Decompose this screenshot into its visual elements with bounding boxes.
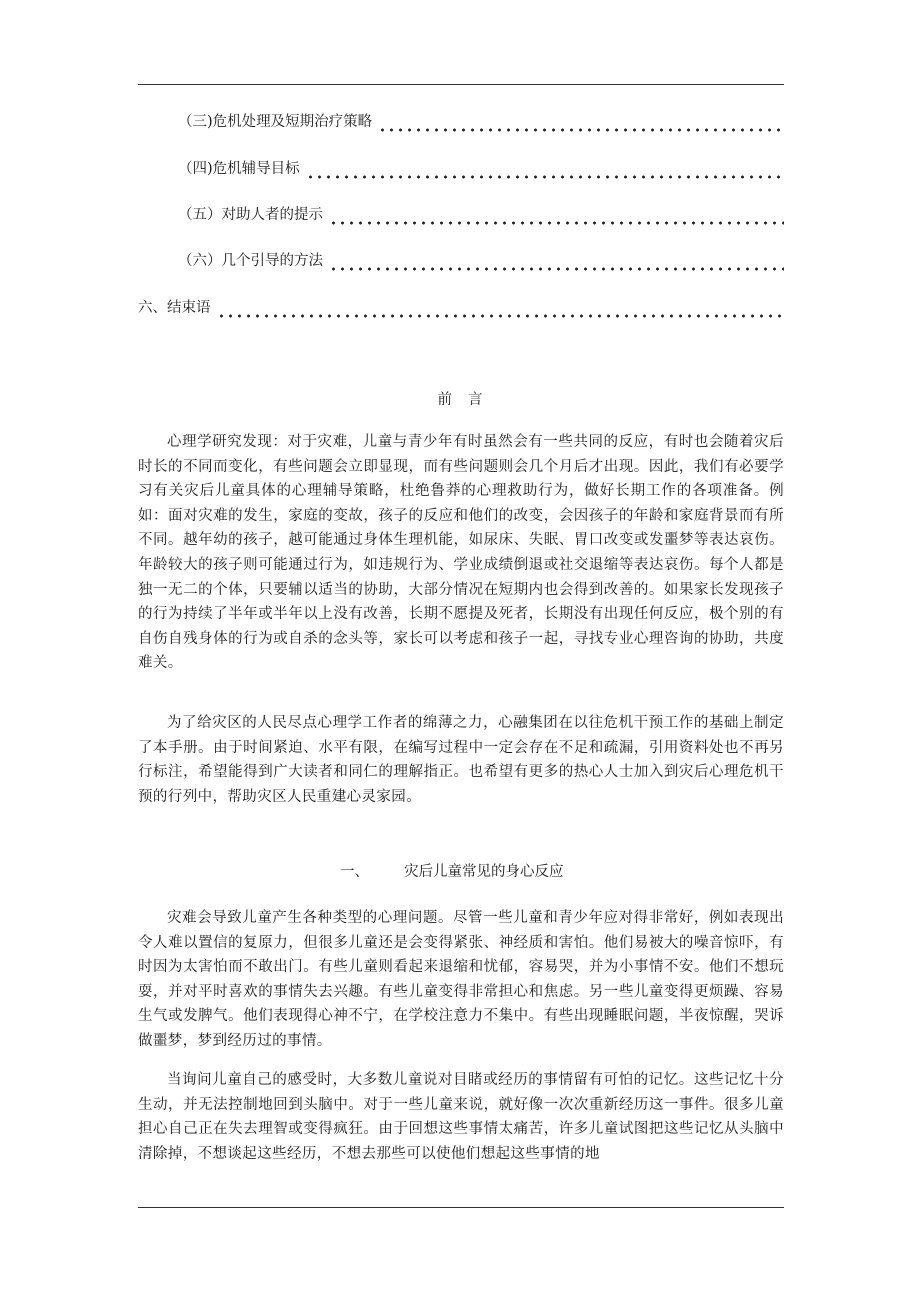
toc-leader-dots <box>378 110 784 134</box>
toc-label: （四)危机辅导目标 <box>178 161 300 177</box>
toc-label: （三)危机处理及短期治疗策略 <box>178 114 373 130</box>
preface-paragraph: 为了给灾区的人民尽点心理学工作者的绵薄之力，心融集团在以往危机干预工作的基础上制定了本手册。由于时间紧迫、水平有限，在编写过程中一定会存在不足和疏漏，引用资料处也不再另行标注，希望能得到广大读者和同仁的理解指正。也希望有更多的热心人士加入到灾后心理危机干预的行列中，帮助灾区人民重建心灵家园。 <box>138 715 784 805</box>
toc-leader-dots <box>306 157 784 181</box>
toc-leader-dots <box>217 296 785 320</box>
bottom-rule <box>138 1207 784 1208</box>
toc-item <box>178 110 784 134</box>
toc-leader-dots <box>329 249 784 273</box>
toc-label: （五）对助人者的提示 <box>178 207 323 223</box>
section-paragraph: 当询问儿童自己的感受时，大多数儿童说对目睹或经历的事情留有可怕的记忆。这些记忆十分生动，并无法控制地回到头脑中。对于一些儿童来说，就好像一次次重新经历这一事件。很多儿童担心自己正在失去理智或变得疯狂。由于回想这些事情太痛苦，许多儿童试图把这些记忆从头脑中清除掉，不想谈起这些经历，不想去那些可以使他们想起这些事情的地 <box>138 1072 784 1162</box>
preface-heading-char: 前 <box>437 392 452 408</box>
toc-item <box>178 249 784 273</box>
preface-heading <box>0 388 920 409</box>
toc-label: （六）几个引导的方法 <box>178 253 323 269</box>
toc-item <box>178 203 784 227</box>
toc-item <box>138 296 784 320</box>
preface-heading-char: 言 <box>468 392 483 408</box>
top-rule <box>138 84 784 85</box>
toc-label: 六、结束语 <box>138 300 211 316</box>
section-number: 一、 <box>340 864 369 880</box>
section-paragraph: 灾难会导致儿童产生各种类型的心理问题。尽管一些儿童和青少年应对得非常好，例如表现出令人难以置信的复原力，但很多儿童还是会变得紧张、神经质和害怕。他们易被大的噪音惊吓，有时因为太害怕而不敢出门。有些儿童则看起来退缩和忧郁，容易哭，并为小事情不安。他们不想玩耍，并对平时喜欢的事情失去兴趣。有些儿童变得非常担心和焦虑。另一些儿童变得更烦躁、容易生气或发脾气。他们表现得心神不宁，在学校注意力不集中。有些出现睡眠问题，半夜惊醒，哭诉做噩梦，梦到经历过的事情。 <box>138 910 784 1049</box>
toc-item <box>178 157 784 181</box>
preface-paragraph: 心理学研究发现：对于灾难，儿童与青少年有时虽然会有一些共同的反应，有时也会随着灾后时长的不同而变化，有些问题会立即显现，而有些问题则会几个月后才出现。因此，我们有必要学习有关灾后儿童具体的心理辅导策略，杜绝鲁莽的心理救助行为，做好长期工作的各项准备。例如：面对灾难的发生，家庭的变故，孩子的反应和他们的改变，会因孩子的年龄和家庭背景而有所不同。越年幼的孩子，越可能通过身体生理机能，如尿床、失眠、胃口改变或发噩梦等表达哀伤。年龄较大的孩子则可能通过行为，如违规行为、学业成绩倒退或社交退缩等表达哀伤。每个人都是独一无二的个体，只要辅以适当的协助，大部分情况在短期内也会得到改善的。如果家长发现孩子的行为持续了半年或半年以上没有改善，长期不愿提及死者，长期没有出现任何反应，极个别的有自伤自残身体的行为或自杀的念头等，家长可以考虑和孩子一起，寻找专业心理咨询的协助，共度难关。 <box>138 434 784 672</box>
section-title: 灾后儿童常见的身心反应 <box>404 864 564 880</box>
toc-leader-dots <box>329 203 784 227</box>
